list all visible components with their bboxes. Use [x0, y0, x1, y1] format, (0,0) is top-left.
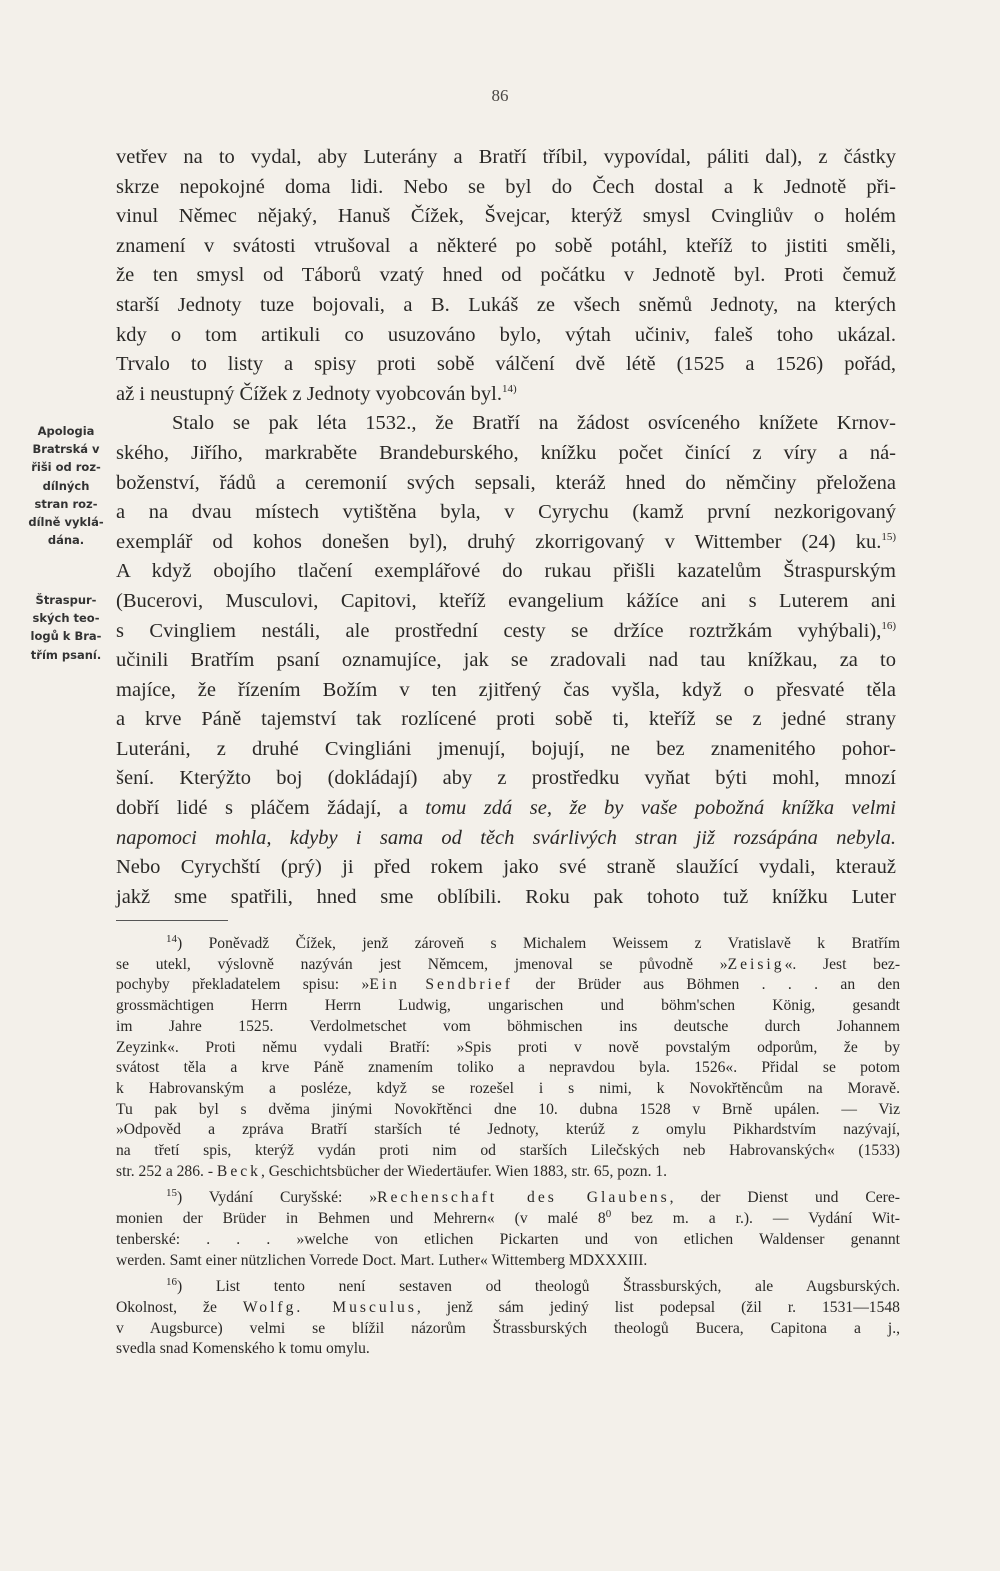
text-line: a krve Páně tajemství tak rozlícené proti sobě ti, kteříž se z jedné strany	[116, 708, 896, 731]
footnote-ref-num: 16	[881, 619, 893, 632]
text-line: boženství, řádů a ceremonií svých sepsali, kteráž hned do němčiny přeložena	[116, 471, 896, 494]
text-fragment: , Geschichtsbücher der Wiedertäufer. Wien 1883, str. 65, pozn. 1.	[260, 1162, 668, 1180]
text-line: že ten smysl od Táborů vzatý hned od počátku v Jednotě byl. Proti čemuž	[116, 264, 896, 287]
text-fragment: ) Poněvadž Čížek, jenž zároveň s Michalem Weissem z Vratislavě k Bratřím	[177, 935, 900, 952]
footnote-line: svátost těla a krve Páně znamením toliko a nepravdou byla. 1526«. Přidal se potom	[116, 1059, 900, 1077]
spaced-text: Beck	[216, 1162, 261, 1180]
footnote-line: Tu pak byl s dvěma jinými Novokřtěnci dne 10. dubna 1528 v Brně upálen. — Viz	[116, 1100, 900, 1118]
margin-note-line: dílných	[42, 478, 90, 493]
footnote-line	[116, 1298, 900, 1319]
text-fragment: monien der Brüder in Behmen und Mehrern« (v malé 8	[116, 1210, 606, 1228]
text-line: starší Jednoty tuze bojovali, a B. Lukáš ze všech sněmů Jednoty, na kterých	[116, 293, 896, 316]
margin-note-line: řiši od roz-	[31, 460, 101, 475]
spaced-text: Zeisig	[727, 955, 785, 973]
footnote-line: werden. Samt einer nützlichen Vorrede Doct. Mart. Luther« Wittemberg MDXXXIII.	[116, 1251, 648, 1269]
text-fragment: ) Vydání Curyšské: »	[177, 1189, 378, 1207]
footnote-line	[116, 1277, 900, 1298]
text-fragment: , der Dienst und Cere-	[669, 1189, 900, 1207]
footnote-line: »Odpověd a zpráva Bratří starších té Jednoty, kterúž z omylu Pikhardstvím nazývají,	[116, 1121, 900, 1139]
text-fragment: až i neustupný Čížek z Jednoty vyobcován byl.	[116, 382, 502, 405]
text-line: jakž sme spatřili, hned sme oblíbili. Roku pak tohoto tuž knížku Luter	[116, 885, 896, 908]
superscript: 0	[605, 1207, 612, 1220]
text-line: majíce, že řízením Božím v ten zjitřený čas vyšla, když o přesvaté těla	[116, 678, 896, 701]
footnote-num: 15	[166, 1187, 177, 1200]
footnote-line: im Jahre 1525. Verdolmetschet vom böhmischen ins deutsche durch Johannem	[116, 1017, 900, 1035]
margin-note-line: dána.	[47, 533, 85, 548]
margin-note-line: stran roz-	[34, 496, 98, 511]
text-line	[116, 380, 896, 410]
text-line: Nebo Cyrychští (prý) ji před rokem jako své straně slaužící vydali, kterauž	[116, 856, 896, 879]
text-fragment: bez m. a r.). — Vydání Wit-	[611, 1210, 900, 1228]
text-fragment: ) List tento není sestaven od theologů Štrassburských, ale Augsburských.	[177, 1278, 900, 1296]
text-line: skrze nepokojné doma lidi. Nebo se byl do Čech dostal a k Jednotě při-	[116, 175, 896, 198]
text-line: vinul Němec nějaký, Hanuš Čížek, Švejcar, kterýž smysl Cvingliův o holém	[116, 205, 896, 228]
text-line	[116, 617, 896, 647]
text-fragment: , jenž sám jediný list podepsal (žil r. 1531—1548	[416, 1298, 900, 1316]
text-line: šení. Kterýžto boj (dokládají) aby z prostředku vyňat býti mohl, mnozí	[116, 767, 896, 790]
italic-text: tomu zdá se, že by vaše pobožná knížka velmi	[425, 797, 896, 820]
text-line: znamení v svátosti vtrušoval a některé po sobě potáhl, kteříž to jistiti směli,	[116, 234, 896, 257]
footnote-line	[116, 1209, 900, 1230]
text-line: vetřev na to vydal, aby Luterány a Bratří tříbil, vypovídal, páliti dal), z částky	[116, 146, 896, 168]
main-text	[116, 143, 896, 912]
text-line	[116, 794, 896, 824]
text-line: A když obojího tlačení exemplářové do rukau přišli kazatelům Štraspurským	[116, 560, 896, 583]
margin-note-line: Štraspur-	[35, 593, 97, 607]
page-number: 86	[491, 86, 509, 105]
footnote-line: k Habrovanským a posléze, když se rozešel i s nimi, k Novokřtěncům na Moravě.	[116, 1079, 900, 1097]
text-line: Luteráni, z druhé Cvingliáni jmenují, bojují, ne bez znamenitého pohor-	[116, 737, 896, 760]
text-line	[116, 528, 896, 558]
footnote-ref: 16)	[881, 619, 896, 632]
footnote-ref: 14)	[502, 382, 517, 395]
text-line: učinili Bratřím psaní oznamujíce, jak se zradovali nad tau knížkau, za to	[116, 649, 896, 672]
footnote-line: v Augsburce) velmi se blížil názorům Štrassburských theologů Bucera, Capitona a j.,	[116, 1319, 900, 1337]
text-fragment: «. Jest bez-	[784, 955, 901, 973]
margin-note-line: Apologia	[37, 424, 95, 438]
footnote-num: 16	[166, 1276, 177, 1289]
text-line: Trvalo to listy a spisy proti sobě válčení dvě létě (1525 a 1526) pořád,	[116, 353, 896, 376]
footnotes	[116, 934, 900, 1360]
footnote-line: grossmächtigen Herrn Herrn Ludwig, ungarischen und böhm'schen König, gesandt	[116, 997, 900, 1015]
footnote-line: na třetí spis, kterýž vydán proti nim od starších Lilečských neb Habrovanských« (1533)	[116, 1142, 900, 1160]
spaced-text: Ein Sendbrief	[369, 976, 513, 994]
text-fragment: se utekl, výslovně nazýván jest Němcem, jmenoval se původně »	[116, 955, 728, 973]
text-line: kdy o tom artikuli co usuzováno bylo, výtah učiniv, faleš toho ukázal.	[116, 323, 896, 346]
margin-note-line: třím psaní.	[30, 647, 102, 662]
footnote-ref-num: 15	[881, 530, 893, 543]
text-fragment: Okolnost, že	[116, 1298, 243, 1316]
margin-note-line: dílně vyklá-	[28, 515, 104, 530]
text-fragment: s Cvingliem nestáli, ale prostřední cesty se držíce roztržkám vyhýbali),	[116, 619, 882, 642]
margin-note-apologia	[18, 422, 114, 549]
footnote-line	[116, 1188, 900, 1209]
footnote-line	[116, 975, 900, 996]
footnote-line	[116, 955, 900, 976]
text-line: Stalo se pak léta 1532., že Bratří na žádost osvíceného knížete Krnov-	[172, 412, 896, 435]
footnote-line	[116, 934, 900, 955]
text-line: ského, Jiřího, markraběte Brandeburského, knížku počet činící z víry a ná-	[116, 441, 896, 464]
footnote-num: 14	[166, 932, 177, 945]
text-fragment: str. 252 a 286. -	[116, 1162, 217, 1180]
footnote-line	[116, 1162, 900, 1183]
text-fragment: der Brüder aus Böhmen . . . an den	[512, 976, 900, 994]
text-fragment: dobří lidé s pláčem žádají, a	[116, 797, 426, 820]
footnote-divider	[116, 920, 228, 921]
text-line: a na dvau místech vytištěna byla, v Cyrychu (kamž první nezkorigovaný	[116, 501, 896, 524]
text-fragment: exemplář od kohos donešen byl), druhý zkorrigovaný v Wittember (24) ku.	[116, 530, 882, 553]
margin-note-line: logů k Bra-	[30, 629, 102, 644]
text-line: (Bucerovi, Musculovi, Capitovi, kteříž evangelium kážíce ani s Luterem ani	[116, 589, 896, 612]
margin-note-straspur	[18, 591, 114, 664]
footnote-line: tenberské: . . . »welche von etlichen Pickarten und von etlichen Waldenser genannt	[116, 1230, 900, 1248]
footnote-line: Zeyzink«. Proti němu vydali Bratří: »Spis proti v nově povstalým odporům, že by	[116, 1038, 900, 1056]
footnote-line: svedla snad Komenského k tomu omylu.	[116, 1340, 370, 1358]
spaced-text: Rechenschaft des Glaubens	[377, 1189, 670, 1207]
margin-note-line: Bratrská v	[32, 442, 100, 457]
margin-note-line: ských teo-	[32, 611, 100, 626]
footnote-ref: 15)	[881, 530, 896, 543]
text-line: napomoci mohla, kdyby i sama od těch svárlivých stran již rozsápána nebyla.	[116, 826, 896, 849]
spaced-text: Wolfg. Musculus	[242, 1298, 417, 1316]
footnote-ref-num: 14	[502, 382, 513, 395]
text-fragment: pochyby překladatelem spisu: »	[116, 976, 370, 994]
